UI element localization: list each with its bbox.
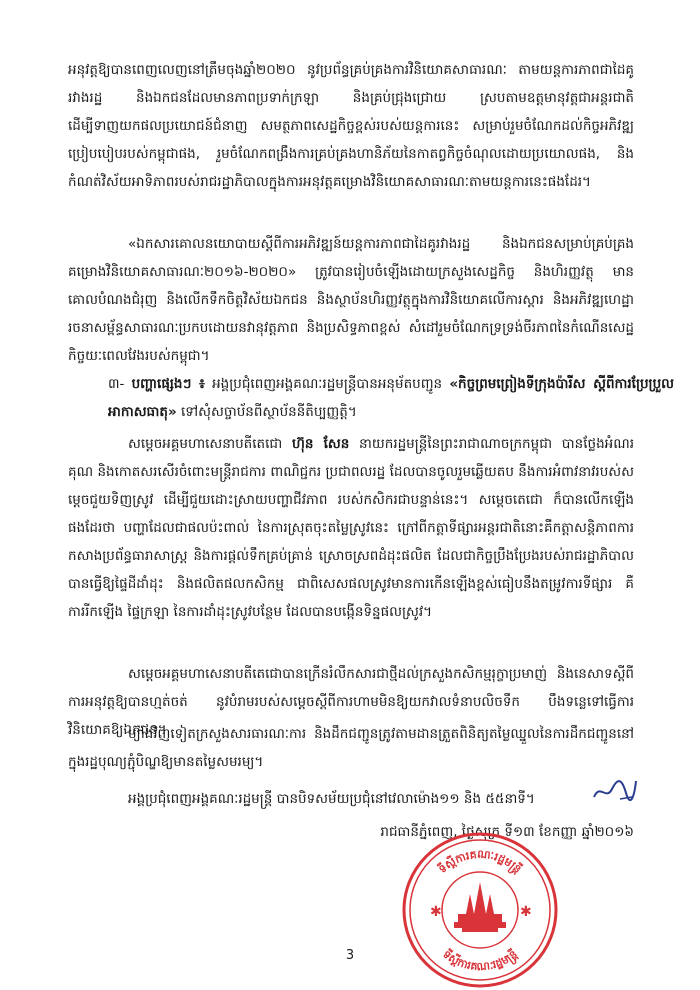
paragraph-6: ម្យ៉ាងវិញទៀតក្រសួងសារធារណៈការ និងដឹកជញ្ជូនត្រូវតាមដានត្រួតពិនិត្យតម្លៃឈ្នួលនៃការដឹកជញ្ជូននៅក្នុងរដ្ឋបុណ្យភ្ជុំបិណ្ឌឱ្យមានតម្លៃសមរម្យ។ bbox=[68, 726, 634, 770]
paragraph-4 bbox=[68, 430, 634, 626]
prime-minister-name: ហ៊ុន សែន bbox=[292, 436, 350, 452]
item-text: អង្គប្រជុំពេញអង្គគណៈរដ្ឋមន្ត្រីបានអនុម័តបញ្ជូន bbox=[212, 376, 443, 392]
item-label: បញ្ហាផ្សេងៗ ៖ bbox=[131, 376, 205, 392]
paragraph-5: សម្តេចអគ្គមហាសេនាបតីតេជោបានក្រើនរំលឹកសារជាថ្មីដល់ក្រសួងកសិកម្មរុក្ខាប្រមាញ់ និងនេសាទស្តីពីការអនុវត្តឱ្យបានហ្មត់ចត់ នូវបំរាមរបស់សម្តេចស្តីពីការហាមមិនឱ្យយកវាលទំនាបលិចទឹក បឹងទន្លេទៅធ្វើការវិនិយោគឱ្យឯកជន។ bbox=[68, 666, 634, 738]
paragraph-2: «ឯកសារគោលនយោបាយស្តីពីការអភិវឌ្ឍន៍យន្តការភាពជាដៃគូរវាងរដ្ឋ និងឯកជនសម្រាប់គ្រប់គ្រងគម្រោងវិនិយោគសាធារណៈ២០១៦-២០២០» ត្រូវបានរៀបចំឡើងដោយក្រសួងសេដ្ឋកិច្ច និងហិរញ្ញវត្ថុ មានគោលបំណងជំរុញ និងលើកទឹកចិត្តវិស័យឯកជន និងស្ថាប័នហិរញ្ញវត្ថុក្នុងការវិនិយោគលើការស្តារ និងអភិវឌ្ឍហេដ្ឋារចនាសម្ព័ន្ធសាធារណៈប្រកបដោយនវានុវត្តភាព និងប្រសិទ្ធភាពខ្ពស់ សំដៅរួមចំណែកទ្រទ្រង់ចីរភាពនៃកំណើនសេដ្ឋកិច្ចយៈពេលវែងរបស់កម្ពុជា។ bbox=[68, 236, 634, 364]
official-seal bbox=[400, 830, 560, 990]
seal-bottom-text: ទីស្តីការគណៈរដ្ឋមន្ត្រី bbox=[440, 947, 520, 974]
seal-star-left-icon: ✱ bbox=[430, 904, 442, 920]
paragraph-1: អនុវត្តឱ្យបានពេញលេញនៅត្រឹមចុងឆ្នាំ២០២០ នូវប្រព័ន្ធគ្រប់គ្រងការវិនិយោគសាធារណៈ តាមយន្តការភាពជាដៃគូរវាងរដ្ឋ និងឯកជនដែលមានភាពប្រទាក់ក្រឡា និងគ្រប់ជ្រុងជ្រោយ ស្របតាមឧត្តមានុវត្តជាអន្តរជាតិ ដើម្បីទាញយកផលប្រយោជន៍ជំនាញ សមត្ថភាពសេដ្ឋកិច្ចខ្ពស់របស់យន្តការនេះ សម្រាប់រួមចំណែកដល់កិច្ចអភិវឌ្ឍប្រៀបបៀបរបស់កម្ពុជាផង, រួមចំណែកពង្រឹងការគ្រប់គ្រងហានិភ័យនៃកាតព្វកិច្ចចំណុលដោយប្រយោលផង, និងកំណត់វិស័យអាទិភាពរបស់រាជរដ្ឋាភិបាលក្នុងការអនុវត្តគម្រោងវិនិយោគសាធារណៈតាមយន្តការនេះផងដែរ។ bbox=[68, 62, 634, 190]
paragraph-4-start: សម្តេចអគ្គមហាសេនាបតីតេជោ bbox=[128, 436, 283, 452]
angkor-emblem-icon bbox=[454, 882, 506, 932]
paragraph-4-rest: នាយករដ្ឋមន្ត្រីនៃព្រះរាជាណាចក្រកម្ពុជា បានថ្លែងអំណរគុណ និងកោតសរសើរចំពោះមន្ត្រីរាជការ ពាណិជ្ជករ ប្រជាពលរដ្ឋ ដែលបានចូលរួមឆ្លើយតប នឹងការអំពាវនាវរបស់សម្តេចជួយទិញស្រូវ ដើម្បីជួយដោះស្រាយបញ្ហាជីវភាព របស់កសិករជាបន្ទាន់នេះ។ សម្តេចតេជោ ក៏បានលើកឡើងផងដែរថា បញ្ហាដែលជាផលប៉ះពាល់ នៃការស្រុតចុះតម្លៃស្រូវនេះ ក្រៅពីកត្តាទីផ្សារអន្តរជាតិនោះគឺកត្តាសន្តិភាពការកសាងប្រព័ន្ធធារាសាស្ត្រ និងការផ្តល់ទឹកគ្រប់គ្រាន់ ស្រោចស្រពដំដុះផលិត ដែលជាកិច្ចប្រឹងប្រែងរបស់រាជរដ្ឋាភិបាល បានធ្វើឱ្យផ្ទៃដីដាំដុះ និងផលិតផលកសិកម្ម ជាពិសេសផលស្រូវមានការកើនឡើងខ្ពស់ធៀបនឹងតម្រូវការទីផ្សារ គឺការរីកឡើង ផ្ទៃក្រឡា នៃការដាំដុះស្រូវបន្ថែម ដែលបានបង្កើនទិន្នផលស្រូវ។ bbox=[68, 436, 634, 620]
agenda-item-3 bbox=[68, 370, 674, 426]
seal-star-right-icon: ✱ bbox=[520, 904, 532, 920]
svg-text:ទីស្តីការគណៈរដ្ឋមន្ត្រី bbox=[435, 847, 524, 878]
item-tail: ទៅសុំសច្ចាប័នពីស្ថាប័ននីតិប្បញ្ញត្តិ។ bbox=[181, 404, 357, 420]
item-title: «កិច្ចព្រមព្រៀងទីក្រុងប៉ារីស ស្តីពីការប្រែប្រួលអាកាសធាតុ» bbox=[108, 376, 675, 420]
closing-statement: អង្គប្រជុំពេញអង្គគណៈរដ្ឋមន្ត្រី បានបិទសម័យប្រជុំនៅវេលាម៉ោង១១ និង ៥៥នាទី។ bbox=[128, 791, 535, 807]
seal-top-text: ទីស្តីការគណៈរដ្ឋមន្ត្រី bbox=[435, 847, 524, 876]
page-number: 3 bbox=[345, 948, 355, 963]
dateline: រាជធានីភ្នំពេញ, ថ្ងៃសុក្រ ទី១៣ ខែកញ្ញា ឆ្នាំ២០១៦ bbox=[380, 824, 634, 840]
signature-mark bbox=[590, 775, 638, 805]
item-number: ៣- bbox=[108, 376, 125, 392]
